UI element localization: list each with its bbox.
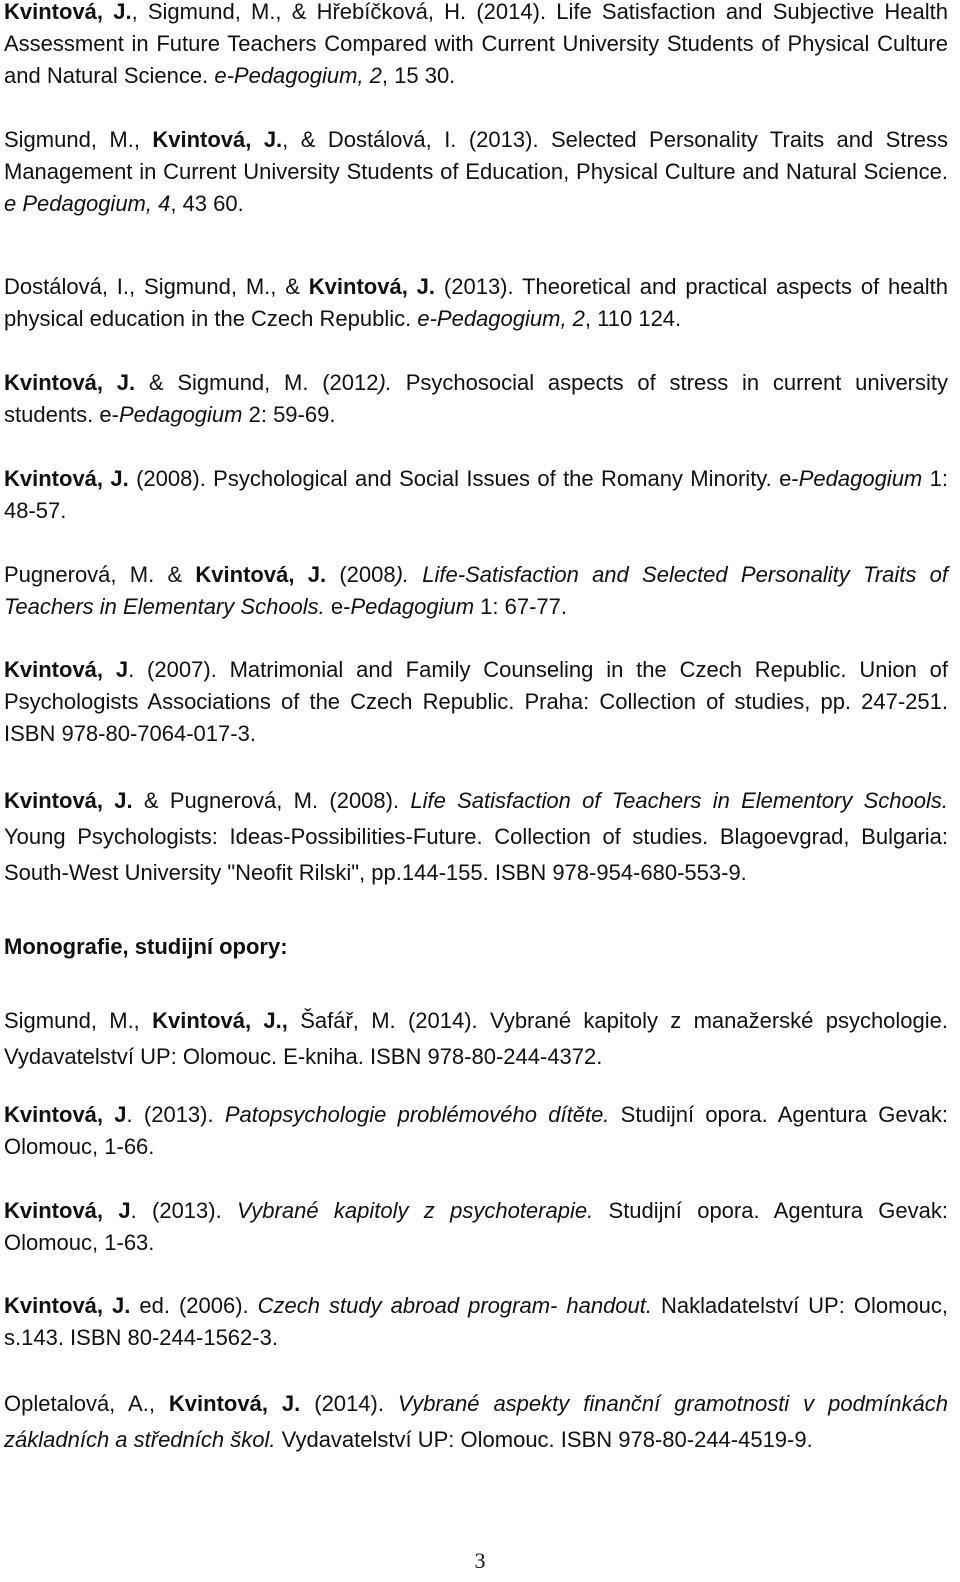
author-highlight: Kvintová, J. <box>152 127 283 152</box>
journal-name: Pedagogium <box>118 402 243 427</box>
reference-text: Vydavatelství UP: Olomouc. ISBN 978-80-244-4519-9. <box>275 1427 813 1452</box>
author-highlight: Kvintová, J. <box>4 370 136 395</box>
author-highlight: Kvintová, J. <box>4 788 133 813</box>
reference-pages: , 43 60. <box>170 191 244 216</box>
journal-name: e-Pedagogium, 2 <box>417 306 585 331</box>
reference-authors: Pugnerová, M. & <box>4 562 196 587</box>
page-number: 3 <box>474 1548 486 1573</box>
journal-name: e-Pedagogium, 2 <box>214 63 382 88</box>
reference-text: (2008 <box>326 562 396 587</box>
reference-title: Czech study abroad program- handout. <box>257 1293 652 1318</box>
reference-text: e- <box>324 594 351 619</box>
author-highlight: Kvintová, J. <box>168 1391 301 1416</box>
reference-text: . (2013). <box>126 1102 225 1127</box>
author-highlight: Kvintová, J., <box>152 1008 288 1033</box>
reference-text: . (2013). <box>130 1198 238 1223</box>
reference-text: (2014). <box>300 1391 398 1416</box>
reference-title: Patopsychologie problémového dítěte. <box>224 1102 610 1127</box>
reference-authors: Sigmund, M., <box>4 127 153 152</box>
journal-name: Pedagogium <box>798 466 923 491</box>
reference-title: Vybrané aspekty finanční gramotnosti v podmínkách základních a středních škol. <box>4 1391 948 1452</box>
journal-name: e Pedagogium, 4 <box>4 191 171 216</box>
reference-text: , & Dostálová, I. (2013). Selected Personality Traits and Stress Management in Current University Students of Education, Physical Culture and Natural Science. <box>4 127 949 184</box>
author-highlight: Kvintová, J <box>4 1198 131 1223</box>
reference-text: (2008). Psychological and Social Issues of the Romany Minority. e- <box>128 466 799 491</box>
journal-name: Pedagogium <box>350 594 475 619</box>
reference-pages: 2: 59-69. <box>242 402 336 427</box>
reference-text: Šafář, M. (2014). Vybrané kapitoly z manažerské psychologie. Vydavatelství UP: Olomouc. E-kniha. ISBN 978-80-244-4372. <box>4 1008 949 1069</box>
author-highlight: Kvintová, J. <box>4 0 132 24</box>
author-highlight: Kvintová, J. <box>4 466 129 491</box>
author-highlight: Kvintová, J. <box>308 274 436 299</box>
reference-text: Studijní opora. Agentura Gevak: Olomouc, 1-63. <box>4 1198 948 1255</box>
author-highlight: Kvintová, J <box>4 1102 127 1127</box>
reference-entry <box>4 559 948 623</box>
reference-authors: Dostálová, I., Sigmund, M., & <box>4 274 309 299</box>
reference-entry <box>4 1195 948 1259</box>
reference-entry <box>4 1003 948 1075</box>
section-heading: Monografie, studijní opory: <box>4 934 288 959</box>
reference-pages: , 15 30. <box>381 63 456 88</box>
reference-entry <box>4 124 948 220</box>
author-highlight: Kvintová, J. <box>195 562 327 587</box>
reference-pages: 1: 48-57. <box>4 466 948 523</box>
reference-italic-fragment: ). <box>378 370 392 395</box>
reference-text: (2013). Theoretical and practical aspects of health physical education in the Czech Republic. <box>4 274 948 331</box>
reference-text: , Sigmund, M., & Hřebíčková, H. (2014). Life Satisfaction and Subjective Health Assessment in Future Teachers Compared with Current University Students of Physical Culture and Natural Science. <box>4 0 948 88</box>
reference-text: Young Psychologists: Ideas-Possibilities-Future. Collection of studies. Blagoevgrad, Bulgaria: South-West University "Neofit Rilski", pp.144-155. ISBN 978-954-680-553-9. <box>4 824 948 885</box>
reference-entry <box>4 654 948 750</box>
author-highlight: Kvintová, J. <box>4 1293 131 1318</box>
reference-text: & Pugnerová, M. (2008). <box>132 788 411 813</box>
reference-pages: 1: 67-77. <box>474 594 567 619</box>
reference-authors: Sigmund, M., <box>4 1008 153 1033</box>
reference-entry <box>4 1290 948 1354</box>
reference-text: ed. (2006). <box>130 1293 258 1318</box>
reference-text: Nakladatelství UP: Olomouc, s.143. ISBN 80-244-1562-3. <box>4 1293 948 1350</box>
reference-title: Life Satisfaction of Teachers in Elementory Schools. <box>410 788 949 813</box>
author-highlight: Kvintová, J <box>4 657 129 682</box>
reference-pages: , 110 124. <box>584 306 682 331</box>
reference-title: ). Life-Satisfaction and Selected Personality Traits of Teachers in Elementary Schools. <box>4 562 948 619</box>
reference-entry <box>4 367 948 431</box>
reference-authors: Opletalová, A., <box>4 1391 169 1416</box>
reference-entry <box>4 783 948 891</box>
reference-entry <box>4 271 948 335</box>
reference-text: Studijní opora. Agentura Gevak: Olomouc, 1-66. <box>4 1102 948 1159</box>
reference-entry <box>4 0 948 92</box>
reference-title: Vybrané kapitoly z psychoterapie. <box>237 1198 594 1223</box>
reference-entry <box>4 463 948 527</box>
reference-entry <box>4 1386 948 1458</box>
reference-text: & Sigmund, M. (2012 <box>135 370 379 395</box>
reference-text: . (2007). Matrimonial and Family Counseling in the Czech Republic. Union of Psychologists Associations of the Czech Republic. Praha: Collection of studies, pp. 247-251. ISBN 978-80-7064-017-3. <box>4 657 949 746</box>
reference-entry <box>4 1099 948 1163</box>
reference-title: Psychosocial aspects of stress in current university students. e- <box>4 370 949 427</box>
